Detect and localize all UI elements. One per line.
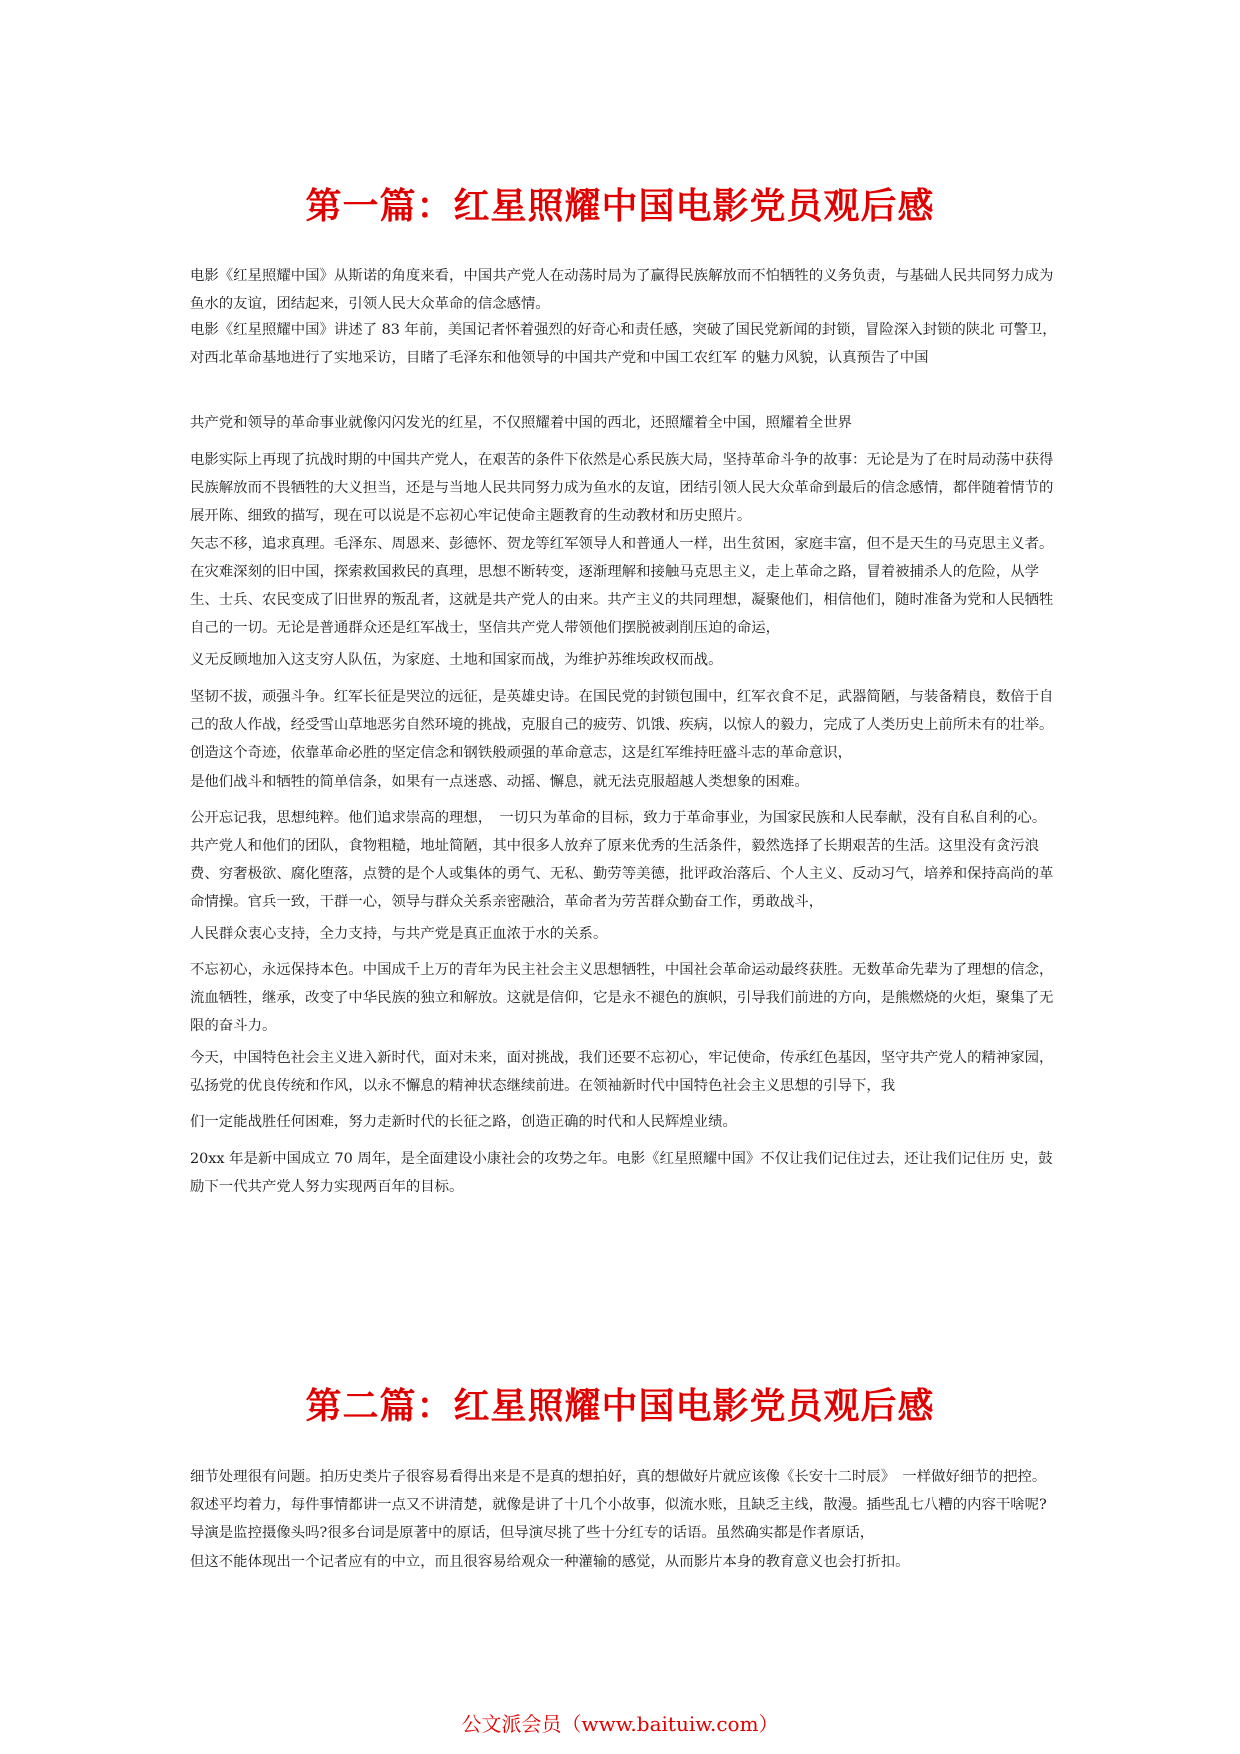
paragraph: 电影《红星照耀中国》从斯诺的角度来看，中国共产党人在动荡时局为了赢得民族解放而不怕牺牲的义务负责，与基础人民共同努力成为鱼水的友谊，团结起来，引领人民大众革命的信念感情。 (190, 268, 1054, 312)
paragraph: 是他们战斗和牺牲的简单信条，如果有一点迷惑、动摇、懈息，就无法克服超越人类想象的困难。 (190, 774, 809, 790)
paragraph: 但这不能体现出一个记者应有的中立，而且很容易给观众一种灌输的感觉，从而影片本身的教育意义也会打折扣。 (190, 1554, 910, 1570)
article-title-1: 第一篇：红星照耀中国电影党员观后感 (305, 186, 935, 227)
paragraph: 共产党和领导的革命事业就像闪闪发光的红星，不仅照耀着中国的西北，还照耀着全中国，照耀着全世界 (190, 415, 852, 431)
paragraph: 不忘初心，永远保持本色。中国成千上万的青年为民主社会主义思想牺牲，中国社会革命运动最终获胜。无数革命先辈为了理想的信念，流血牺牲，继承，改变了中华民族的独立和解放。这就是信仰，它是永不褪色的旗帜，引导我们前进的方向，是熊燃烧的火炬，聚集了无限的奋斗力。 (190, 962, 1054, 1034)
paragraph: 人民群众衷心支持，全力支持，与共产党是真正血浓于水的关系。 (190, 926, 608, 942)
paragraph: 电影《红星照耀中国》讲述了 83 年前，美国记者怀着强烈的好奇心和责任感，突破了国民党新闻的封锁，冒险深入封锁的陕北 可警卫，对西北革命基地进行了实地采访，目睹了毛泽东和他领导的中国共产党和中国工农红军 的魅力风貌，认真预告了中国 (190, 322, 1057, 366)
paragraph: 们一定能战胜任何困难，努力走新时代的长征之路，创造正确的时代和人民辉煌业绩。 (190, 1114, 737, 1130)
paragraph: 20xx 年是新中国成立 70 周年，是全面建设小康社会的攻势之年。电影《红星照耀中国》不仅让我们记住过去，还让我们记住历 史，鼓励下一代共产党人努力实现两百年的目标。 (190, 1151, 1053, 1195)
paragraph: 细节处理很有问题。拍历史类片子很容易看得出来是不是真的想拍好，真的想做好片就应该像《长安十二时辰》 一样做好细节的把控。叙述平均着力，每件事情都讲一点又不讲清楚，就像是讲了十几个小故事，似流水账，且缺乏主线，散漫。插些乱七八糟的内容干啥呢?导演是监控摄像头吗?很多台词是原著中的原话，但导演尽挑了些十分红专的话语。虽然确实都是作者原话， (190, 1469, 1047, 1541)
paragraph: 今天，中国特色社会主义进入新时代，面对未来，面对挑战，我们还要不忘初心，牢记使命，传承红色基因，坚守共产党人的精神家园，弘扬党的优良传统和作风，以永不懈息的精神状态继续前进。在领袖新时代中国特色社会主义思想的引导下，我 (190, 1050, 1054, 1094)
paragraph: 电影实际上再现了抗战时期的中国共产党人，在艰苦的条件下依然是心系民族大局，坚持革命斗争的故事：无论是为了在时局动荡中获得民族解放而不畏牺牲的大义担当，还是与当地人民共同努力成为鱼水的友谊，团结引领人民大众革命到最后的信念感情，都伴随着情节的展开陈、细致的描写，现在可以说是不忘初心牢记使命主题教育的生动教材和历史照片。 (190, 452, 1054, 524)
paragraph: 坚韧不拔，顽强斗争。红军长征是哭泣的远征，是英雄史诗。在国民党的封锁包围中，红军衣食不足，武器简陋，与装备精良，数倍于自己的敌人作战，经受雪山草地恶劣自然环境的挑战，克服自己的疲劳、饥饿、疾病，以惊人的毅力，完成了人类历史上前所未有的壮举。创造这个奇迹，依靠革命必胜的坚定信念和钢铁般顽强的革命意志，这是红军维持旺盛斗志的革命意识， (190, 689, 1054, 761)
article-title-2: 第二篇：红星照耀中国电影党员观后感 (305, 1386, 935, 1427)
paragraph: 公开忘记我，思想纯粹。他们追求崇高的理想， 一切只为革命的目标，致力于革命事业，为国家民族和人民奉献，没有自私自利的心。共产党人和他们的团队，食物粗糙，地址简陋，其中很多人放弃了原来优秀的生活条件，毅然选择了长期艰苦的生活。这里没有贪污浪费、穷奢极欲、腐化堕落，点赞的是个人或集体的勇气、无私、勤劳等美德，批评政治落后、个人主义、反动习气，培养和保持高尚的革命情操。官兵一致，干群一心，领导与群众关系亲密融洽，革命者为劳苦群众勤奋工作，勇敢战斗， (190, 810, 1054, 910)
paragraph: 矢志不移，追求真理。毛泽东、周恩来、彭德怀、贺龙等红军领导人和普通人一样，出生贫困，家庭丰富，但不是天生的马克思主义者。在灾难深刻的旧中国，探索救国救民的真理，思想不断转变，逐渐理解和接触马克思主义，走上革命之路，冒着被捕杀人的危险，从学生、士兵、农民变成了旧世界的叛乱者，这就是共产党人的由来。共产主义的共同理想，凝聚他们，相信他们，随时准备为党和人民牺牲自己的一切。无论是普通群众还是红军战士，坚信共产党人带领他们摆脱被剥削压迫的命运， (190, 536, 1054, 636)
footer-site-credit: 公文派会员（www.baituiw.com） (461, 1712, 779, 1736)
paragraph: 义无反顾地加入这支穷人队伍，为家庭、土地和国家而战，为维护苏维埃政权而战。 (190, 652, 723, 668)
